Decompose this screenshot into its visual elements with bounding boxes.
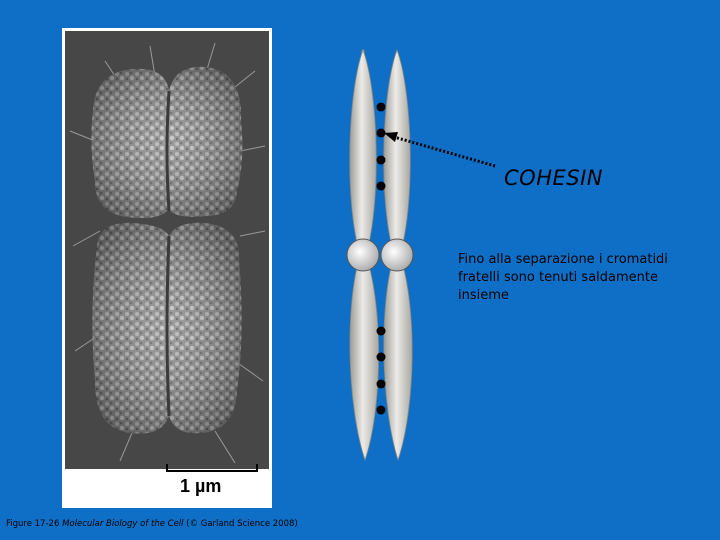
credit-suffix: (© Garland Science 2008) xyxy=(183,519,298,529)
left-chromatid-upper-arm-body xyxy=(350,50,377,255)
cohesin-label: COHESIN xyxy=(504,166,603,190)
right-centromere xyxy=(381,239,413,271)
figure-credit xyxy=(6,519,298,529)
scale-bar-label: 1 µm xyxy=(180,476,222,496)
cohesin-dot xyxy=(377,103,386,112)
credit-book-title: Molecular Biology of the Cell xyxy=(62,519,184,529)
cohesin-dot xyxy=(377,353,386,362)
cohesin-dot xyxy=(377,406,386,415)
cohesin-dot xyxy=(377,156,386,165)
left-centromere xyxy=(347,239,379,271)
credit-prefix: Figure 17-26 xyxy=(6,519,63,529)
cohesin-dot xyxy=(377,327,386,336)
cohesin-dot xyxy=(377,182,386,191)
right-chromatid-upper-arm xyxy=(384,50,411,255)
caption-text: Fino alla separazione i cromatidi fratelli sono tenuti saldamente insieme xyxy=(458,252,668,303)
left-chromatid-lower-arm xyxy=(350,255,379,460)
right-chromatid-lower-arm xyxy=(384,255,412,460)
cohesin-dot xyxy=(377,380,386,389)
